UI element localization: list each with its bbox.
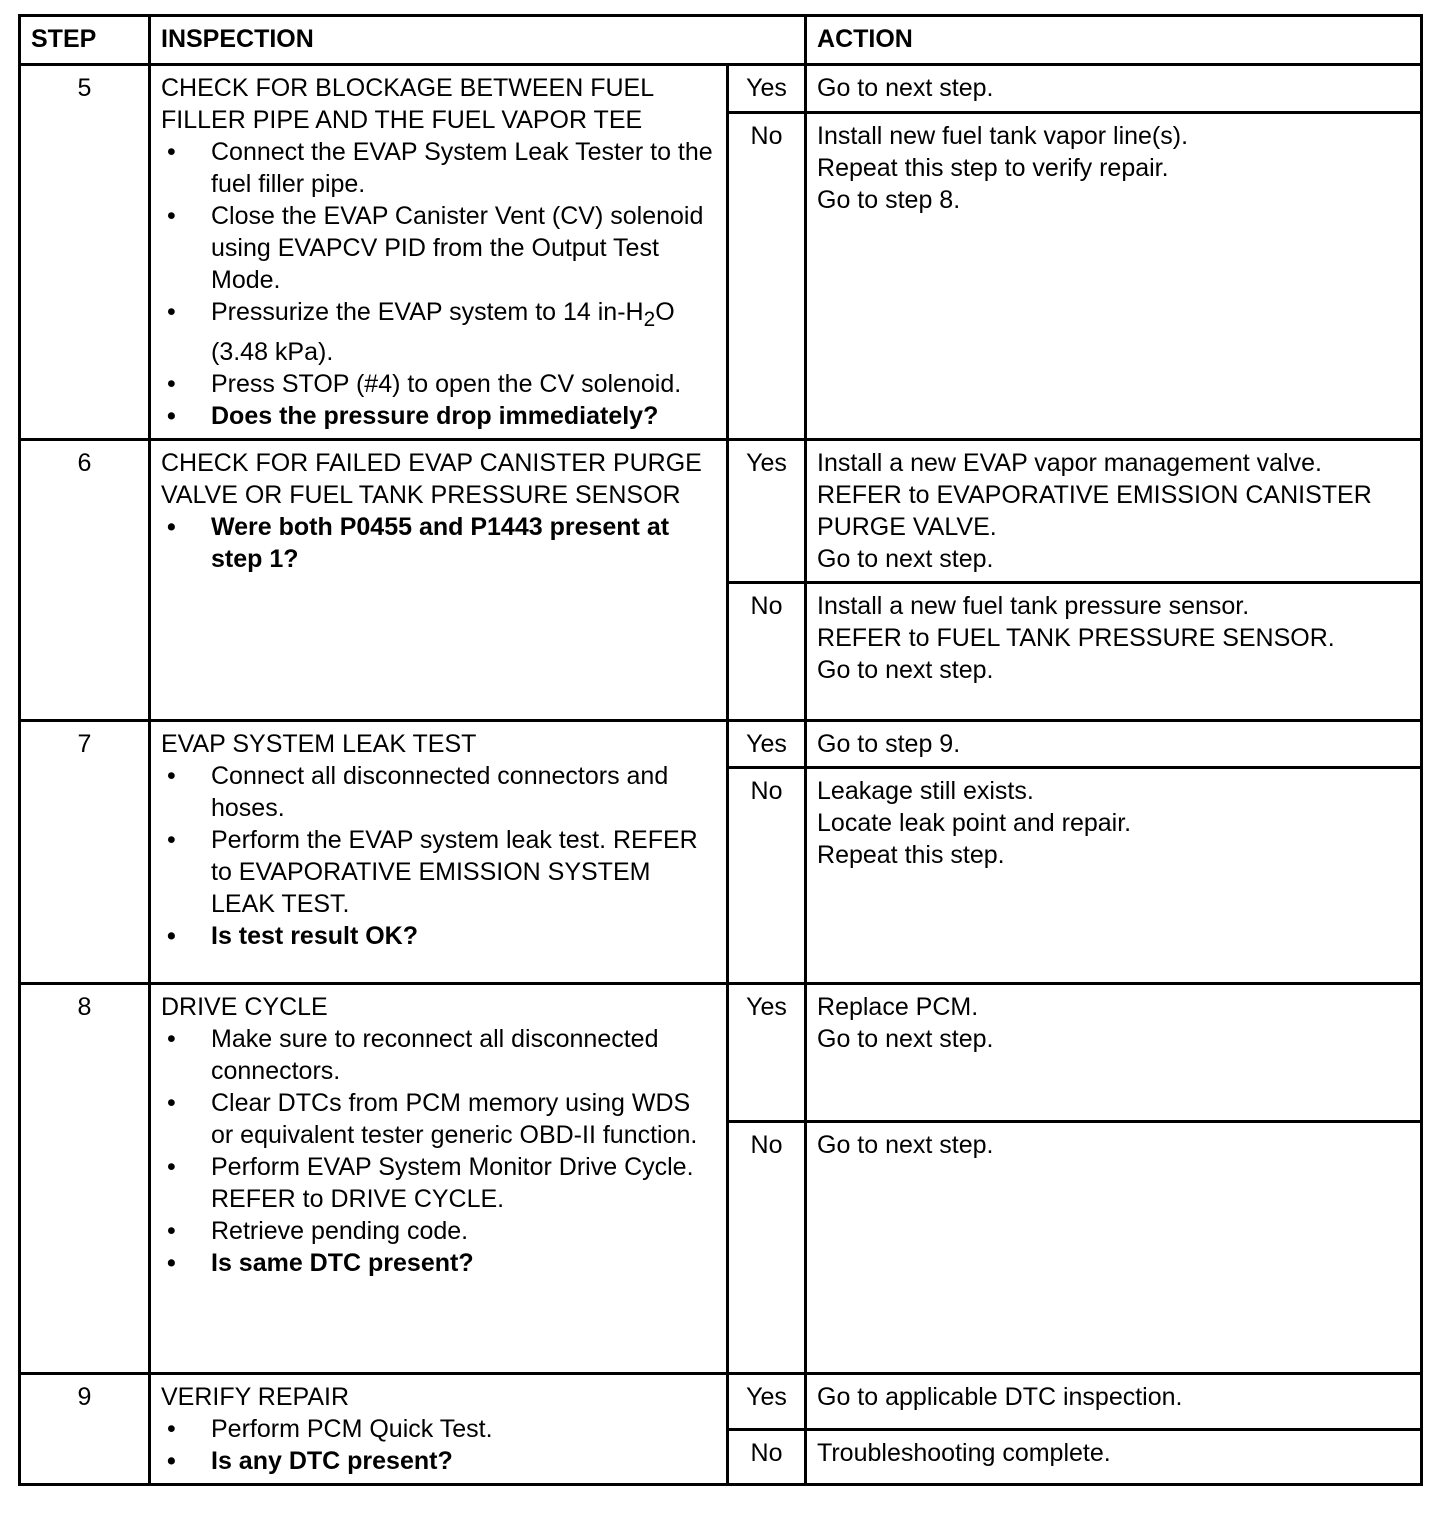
yes-label: Yes: [728, 440, 806, 583]
no-label: No: [728, 583, 806, 721]
yes-label: Yes: [728, 721, 806, 768]
action-line: REFER to EVAPORATIVE EMISSION CANISTER PURGE VALVE.: [817, 481, 1372, 541]
inspection-bullet: • Connect the EVAP System Leak Tester to the fuel filler pipe.: [161, 136, 716, 200]
step-row: [20, 65, 1422, 113]
inspection-cell: [150, 65, 728, 440]
yes-action-cell: [806, 984, 1422, 1122]
step-row: [20, 1374, 1422, 1430]
step-number: 7: [20, 721, 150, 984]
inspection-bullet-list: [161, 136, 716, 432]
action-line: Replace PCM.: [817, 993, 979, 1021]
action-column-header: ACTION: [806, 16, 1422, 65]
action-line: Troubleshooting complete.: [817, 1438, 1111, 1467]
inspection-title: CHECK FOR FAILED EVAP CANISTER PURGE VALVE OR FUEL TANK PRESSURE SENSOR: [161, 449, 702, 509]
no-action-cell: [806, 1429, 1422, 1485]
no-action-cell: [806, 768, 1422, 984]
inspection-bullet-list: [161, 1413, 716, 1477]
inspection-bullet: • Make sure to reconnect all disconnected connectors.: [161, 1023, 716, 1087]
inspection-cell: [150, 1374, 728, 1485]
inspection-bullet: • Retrieve pending code.: [161, 1215, 716, 1247]
action-line: REFER to FUEL TANK PRESSURE SENSOR.: [817, 624, 1335, 652]
no-action-cell: [806, 113, 1422, 440]
action-line: Install a new EVAP vapor management valve.: [817, 449, 1322, 477]
no-label: No: [728, 768, 806, 984]
inspection-question: • Does the pressure drop immediately?: [161, 400, 716, 432]
inspection-question: • Is test result OK?: [161, 920, 716, 952]
table-body: [20, 65, 1422, 1485]
inspection-title: CHECK FOR BLOCKAGE BETWEEN FUEL FILLER PIPE AND THE FUEL VAPOR TEE: [161, 74, 654, 134]
inspection-bullet-list: [161, 1023, 716, 1279]
yes-label: Yes: [728, 65, 806, 113]
inspection-bullet: • Clear DTCs from PCM memory using WDS or equivalent tester generic OBD-II function.: [161, 1087, 716, 1151]
no-label: No: [728, 113, 806, 440]
action-line: Leakage still exists.: [817, 777, 1034, 805]
inspection-bullet: • Close the EVAP Canister Vent (CV) solenoid using EVAPCV PID from the Output Test Mode.: [161, 200, 716, 296]
inspection-bullet: • Press STOP (#4) to open the CV solenoid.: [161, 368, 716, 400]
no-action-cell: [806, 1122, 1422, 1374]
no-label: No: [728, 1429, 806, 1485]
inspection-bullet: • Perform the EVAP system leak test. REFER to EVAPORATIVE EMISSION SYSTEM LEAK TEST.: [161, 824, 716, 920]
action-line: Go to next step.: [817, 74, 994, 102]
yes-label: Yes: [728, 1374, 806, 1430]
action-line: Go to next step.: [817, 1131, 994, 1159]
action-line: Install new fuel tank vapor line(s).: [817, 122, 1189, 151]
step-column-header: STEP: [20, 16, 150, 65]
inspection-cell: [150, 984, 728, 1374]
inspection-cell: [150, 721, 728, 984]
inspection-bullet: • Pressurize the EVAP system to 14 $in-H_2O$ (3.48 kPa).: [161, 296, 716, 368]
diagnostic-procedure-table: [18, 14, 1423, 1486]
inspection-bullet-list: [161, 511, 716, 575]
inspection-title: EVAP SYSTEM LEAK TEST: [161, 730, 477, 758]
inspection-question: • Were both P0455 and P1443 present at step 1?: [161, 511, 716, 575]
action-line: Repeat this step.: [817, 841, 1005, 869]
inspection-bullet: • Perform EVAP System Monitor Drive Cycle. REFER to DRIVE CYCLE.: [161, 1151, 716, 1215]
action-line: Go to next step.: [817, 545, 994, 573]
inspection-bullet: • Perform PCM Quick Test.: [161, 1413, 716, 1445]
step-row: [20, 721, 1422, 768]
yes-label: Yes: [728, 984, 806, 1122]
no-label: No: [728, 1122, 806, 1374]
yes-action-cell: [806, 721, 1422, 768]
step-number: 5: [20, 65, 150, 440]
inspection-question: • Is same DTC present?: [161, 1247, 716, 1279]
inspection-column-header: INSPECTION: [150, 16, 806, 65]
action-line: Go to next step.: [817, 1025, 994, 1053]
action-line: Go to step 8.: [817, 186, 961, 215]
yes-action-cell: [806, 440, 1422, 583]
inspection-title: VERIFY REPAIR: [161, 1383, 350, 1411]
step-row: [20, 984, 1422, 1122]
yes-action-cell: [806, 65, 1422, 113]
action-line: Locate leak point and repair.: [817, 809, 1132, 837]
step-number: 8: [20, 984, 150, 1374]
action-line: Go to next step.: [817, 656, 994, 684]
inspection-question: • Is any DTC present?: [161, 1445, 716, 1477]
inspection-cell: [150, 440, 728, 721]
action-line: Go to applicable DTC inspection.: [817, 1383, 1183, 1411]
inspection-bullet: • Connect all disconnected connectors and hoses.: [161, 760, 716, 824]
inspection-bullet-list: [161, 760, 716, 952]
action-line: Repeat this step to verify repair.: [817, 154, 1169, 183]
step-number: 6: [20, 440, 150, 721]
yes-action-cell: [806, 1374, 1422, 1430]
action-line: Go to step 9.: [817, 730, 961, 758]
no-action-cell: [806, 583, 1422, 721]
step-row: [20, 440, 1422, 583]
table-header-row: [20, 16, 1422, 65]
action-line: Install a new fuel tank pressure sensor.: [817, 592, 1250, 620]
inspection-title: DRIVE CYCLE: [161, 993, 328, 1021]
step-number: 9: [20, 1374, 150, 1485]
